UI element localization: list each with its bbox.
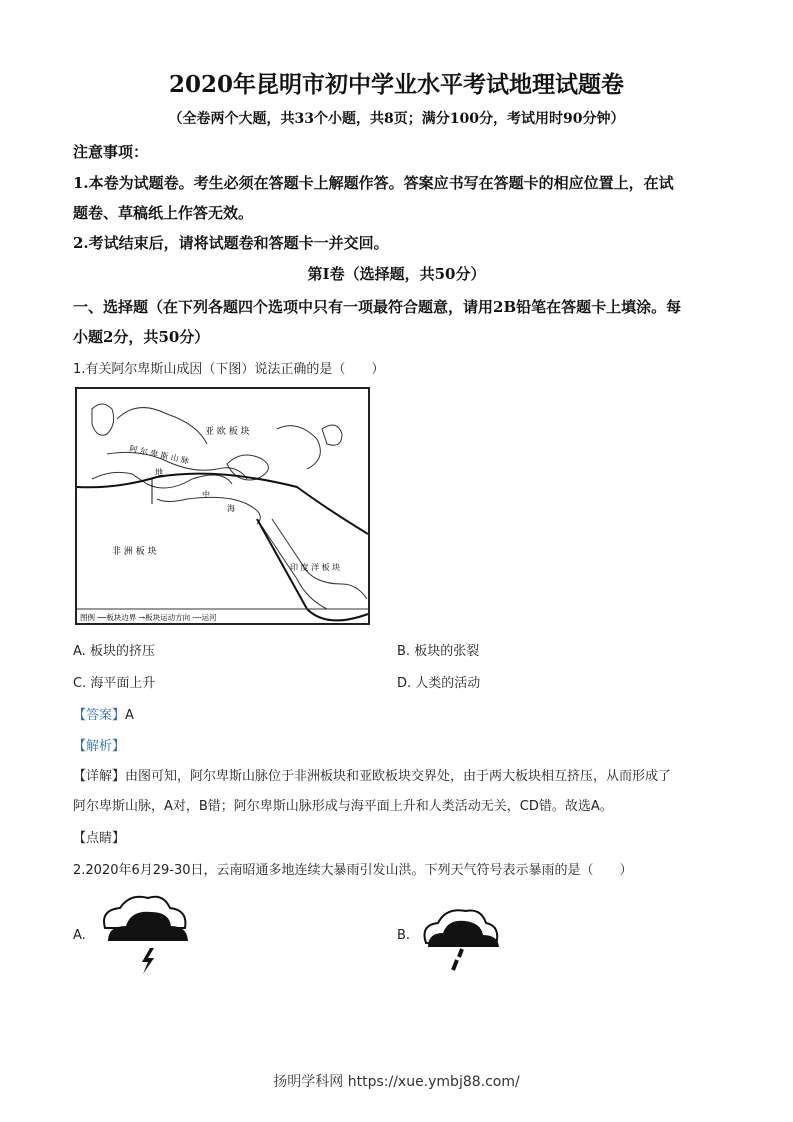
- detail-line-2: 阿尔卑斯山脉，A对，B错；阿尔卑斯山脉形成与海平面上升和人类活动无关，CD错。故选A。: [73, 799, 613, 814]
- map-label-alps: 阿 尔 卑 斯 山 脉: [128, 444, 190, 466]
- answer-line: [73, 704, 134, 723]
- question-1-stem: 1.有关阿尔卑斯山成因（下图）说法正确的是（ ）: [73, 362, 385, 377]
- q2-option-b-label[interactable]: B.: [397, 928, 411, 943]
- part-heading: 一、选择题（在下列各题四个选项中只有一项最符合题意，请用2B铅笔在答题卡上填涂。每: [73, 298, 682, 316]
- plate-map: [77, 389, 368, 623]
- thunderstorm-cloud-icon[interactable]: [100, 893, 192, 978]
- option-b[interactable]: B. 板块的张裂: [397, 644, 480, 659]
- detail-line-1: 【详解】由图可知，阿尔卑斯山脉位于非洲板块和亚欧板块交界处，由于两大板块相互挤压，从而形成了: [73, 769, 672, 784]
- volume-heading: 第I卷（选择题，共50分）: [307, 265, 486, 283]
- notice-item-2: 2.考试结束后，请将试题卷和答题卡一并交回。: [73, 234, 389, 252]
- answer-tag: 【答案】: [73, 708, 126, 723]
- plate-map-figure: [75, 387, 370, 625]
- map-label-indian: 印 度 洋 板 块: [290, 563, 341, 572]
- notice-item-1-cont: 题卷、草稿纸上作答无效。: [73, 204, 254, 222]
- map-label-africa: 非 洲 板 块: [112, 547, 157, 557]
- option-a[interactable]: A. 板块的挤压: [73, 644, 155, 659]
- option-c[interactable]: C. 海平面上升: [73, 676, 156, 691]
- map-label-eurasia: 亚 欧 板 块: [205, 427, 250, 437]
- page-title: 2020年昆明市初中学业水平考试地理试题卷: [168, 71, 624, 98]
- map-label-sea-3: 海: [227, 504, 235, 513]
- notice-item-1: 1.本卷为试题卷。考生必须在答题卡上解题作答。答案应书写在答题卡的相应位置上，在试: [73, 174, 674, 192]
- footer-watermark: 扬明学科网 https://xue.ymbj88.com/: [273, 1074, 520, 1090]
- analysis-tag: 【解析】: [73, 739, 126, 754]
- part-heading-cont: 小题2分，共50分）: [73, 328, 210, 346]
- map-label-sea-1: 地: [155, 468, 163, 477]
- map-legend: 图例 ──板块边界 →板块运动方向 ╌╌运河: [80, 613, 217, 622]
- subtitle: （全卷两个大题，共33个小题，共8页；满分100分，考试用时90分钟）: [168, 111, 625, 127]
- answer-value: A: [125, 708, 134, 723]
- tip-tag: 【点睛】: [73, 831, 126, 846]
- question-2-stem: 2.2020年6月29-30日，云南昭通多地连续大暴雨引发山洪。下列天气符号表示暴雨的是（ ）: [73, 863, 633, 878]
- q2-option-a-label[interactable]: A.: [73, 928, 86, 943]
- rain-cloud-icon[interactable]: [420, 905, 505, 975]
- map-label-sea-2: 中: [202, 490, 210, 499]
- option-d[interactable]: D. 人类的活动: [397, 676, 481, 691]
- notice-heading: 注意事项：: [73, 143, 149, 161]
